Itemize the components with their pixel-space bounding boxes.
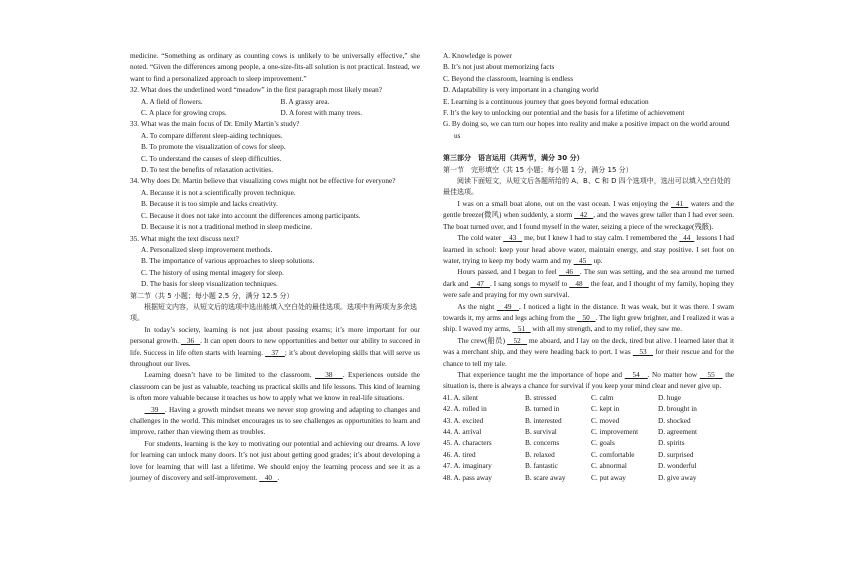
part-3-title: 第三部分 语言运用（共两节，满分 30 分）	[443, 154, 584, 163]
answer-row-41: 41. A. silent B. stressed C. calm D. huge	[443, 393, 681, 402]
question-33	[130, 119, 420, 176]
blank-36: 36	[186, 337, 195, 346]
blank-51: 51	[517, 325, 526, 334]
cloze-paragraph-3: Hours passed, and I began to feel 46 . The sun was setting, and the sea around me turned dark and 47 . I sang songs to myself to 48 the fear, and I thought of my family, hoping they were safe and praying for my own survival.	[443, 268, 735, 300]
option-b: B. It’s not just about memorizing facts	[443, 63, 555, 72]
option-c: C. To understand the causes of sleep difficulties.	[141, 154, 282, 163]
cloze-paragraph-2: The cold water 43 me, but I knew I had to stay calm. I remembered the 44 lessons I had learned in school: keep your head above water, maintain energy, and stay positive. I set foot on water, trying to keep my body warm and my 45 up.	[443, 234, 734, 265]
blank-46: 46	[565, 268, 573, 277]
option-a: A. Because it is not a scientifically proven technique.	[141, 188, 296, 197]
option-a: A. To compare different sleep-aiding techniques.	[141, 131, 283, 140]
blank-45: 45	[579, 256, 587, 265]
blank-52: 52	[513, 336, 521, 345]
answer-row-46: 46. A. tired B. relaxed C. comfortable D. surprised	[443, 450, 694, 459]
paragraph-2: Learning doesn’t have to be limited to the classroom. 38 . Experiences outside the classroom can be just as valuable, teaching us practical skills and life lessons. This kind of learning is often more valuable because it teaches us how to apply what we know in real-life situations.	[130, 371, 420, 403]
option-d: D. The basis for sleep visualization techniques.	[141, 280, 278, 289]
option-d: D. Adaptability is very important in a changing world	[443, 86, 599, 95]
blank-38: 38	[325, 371, 333, 380]
option-f: F. It’s the key to unlocking our potential and the basis for a lifetime of achievement	[443, 109, 685, 118]
question-34	[130, 176, 420, 233]
answer-row-43: 43. A. excited B. interested C. moved D. shocked	[443, 416, 691, 425]
cloze-paragraph-5: The crew(船员) 52 me aboard, and I lay on the deck, tired but alive. I learned later that it was a merchant ship, and they were heading back to port. I was 53 for their rescue and for the chance to tell my tale.	[443, 336, 735, 368]
question-stem: 33. What was the main focus of Dr. Emily Martin’s study?	[130, 120, 300, 129]
option-a: A. A field of flowers.	[141, 97, 203, 106]
answer-row-45: 45. A. characters B. concerns C. goals D. spirits	[443, 439, 685, 448]
cloze-paragraph-1: I was on a small boat alone, out on the vast ocean. I was enjoying the 41 waters and the gentle breeze(微风) when suddenly, a storm 42 , and the waves grew taller than I had ever seen. The boat turned over, and I found myself in the water, seizing a piece of the wreckage(残骸).	[443, 199, 735, 231]
blank-40: 40	[264, 474, 272, 483]
option-d: D. To test the benefits of relaxation activities.	[141, 166, 274, 175]
section-2-title: 第二节（共 5 小题；每小题 2.5 分，满分 12.5 分）	[130, 291, 294, 300]
blank-53: 53	[639, 348, 647, 357]
answer-row-44: 44. A. arrival B. survival C. improvement D. agreement	[443, 428, 698, 436]
option-b: B. The importance of various approaches to sleep solutions.	[141, 257, 315, 266]
blank-37: 37	[271, 348, 279, 357]
question-stem: 32. What does the underlined word “meadow” in the first paragraph most likely mean?	[130, 86, 382, 95]
blank-41: 41	[676, 199, 684, 208]
option-b: B. A grassy area.	[280, 97, 330, 106]
question-35	[130, 234, 420, 291]
blank-42: 42	[580, 211, 588, 220]
blank-55: 55	[707, 370, 715, 379]
blank-54: 54	[632, 370, 640, 379]
option-c: C. Because it does not take into account the differences among participants.	[141, 211, 361, 220]
option-a: A. Knowledge is power	[443, 52, 512, 60]
paragraph-3: 39 . Having a growth mindset means we never stop growing and adapting to changes and challenges in the world. This mindset encourages us to see challenges as opportunities to learn and improve, rather than viewing them as troubles.	[130, 405, 420, 437]
paragraph-1: In today’s society, learning is not just about passing exams; it’s more important for our personal growth. 36 . It can open doors to new opportunities and better our ability to succeed in life. Success in life often starts with learning. 37 ; it’s about developing skills that will serve us throughout our lives.	[130, 325, 421, 368]
section-1-instructions: 阅读下面短文，从短文后各题所给的 A、B、C 和 D 四个选项中，选出可以填入空白处的最佳选项。	[443, 177, 731, 197]
blank-49: 49	[504, 302, 512, 311]
paragraph-4: For students, learning is the key to motivating our potential and achieving our dreams. A love for learning can unlock many doors. It’s not just about getting good grades; it’s about developing a love for learning that will last a lifetime. We should enjoy the learning process and see it as a journey of discovery and self-improvement. 40 .	[130, 439, 420, 483]
option-c: C. Beyond the classroom, learning is endless	[443, 74, 574, 83]
cloze-paragraph-6: That experience taught me the importance of hope and 54 . No matter how 55 the situation is, there is always a chance for survival if you keep your mind clear and never give up.	[443, 370, 735, 391]
option-b: B. To promote the visualization of cows for sleep.	[141, 143, 286, 152]
option-d: D. A forest with many trees.	[280, 109, 363, 118]
option-b: B. Because it is too simple and lacks creativity.	[141, 200, 278, 209]
option-g: G. By doing so, we can turn our hopes into reality and make a positive impact on the world around us	[443, 120, 730, 140]
question-32	[130, 85, 420, 119]
option-c: C. A place for growing crops.	[141, 109, 227, 118]
left-column	[130, 51, 420, 484]
cloze-paragraph-4: As the night 49 , I noticed a light in the distance. It was weak, but it was there. I swam towards it, my arms and legs aching from the 50 . The light grew brighter, and I realized it was a ship. I waved my arms, 51 with all my strength, and to my relief, they saw me.	[443, 302, 735, 334]
section-1-title: 第一节 完形填空（共 15 小题；每小题 1 分，满分 15 分）	[443, 165, 633, 174]
answer-row-47: 47. A. imaginary B. fantastic C. abnormal D. wonderful	[443, 462, 697, 471]
blank-43: 43	[509, 234, 517, 243]
passage-continuation: medicine. “Something as ordinary as counting cows is unlikely to be universally effective,” she noted. “Given the differences among people, a one-size-fits-all solution is not practical. Instead, we want to find a personalized approach to sleep improvement.”	[130, 52, 420, 83]
seven-choose-five-options	[443, 51, 734, 142]
answer-row-48: 48. A. pass away B. scare away C. put away D. give away	[443, 473, 697, 482]
blank-47: 47	[476, 279, 484, 288]
cloze-answer-options	[443, 393, 734, 484]
section-2-instructions: 根据短文内容，从短文后的选项中选出能填入空白处的最佳选项。选项中有两项为多余选项。	[130, 302, 417, 323]
right-column	[443, 51, 734, 484]
blank-50: 50	[582, 313, 590, 322]
blank-48: 48	[575, 279, 583, 288]
blank-44: 44	[683, 234, 691, 243]
option-a: A. Personalized sleep improvement methods.	[141, 245, 273, 254]
question-stem: 35. What might the text discuss next?	[130, 234, 239, 243]
option-e: E. Learning is a continuous journey that goes beyond formal education	[443, 97, 649, 106]
option-c: C. The history of using mental imagery for sleep.	[141, 268, 284, 277]
blank-39: 39	[151, 405, 159, 414]
option-d: D. Because it is not a traditional method in sleep medicine.	[141, 223, 313, 232]
question-stem: 34. Why does Dr. Martin believe that visualizing cows might not be effective for everyone?	[130, 177, 396, 186]
answer-row-42: 42. A. rolled in B. turned in C. kept in D. brought in	[443, 405, 697, 414]
